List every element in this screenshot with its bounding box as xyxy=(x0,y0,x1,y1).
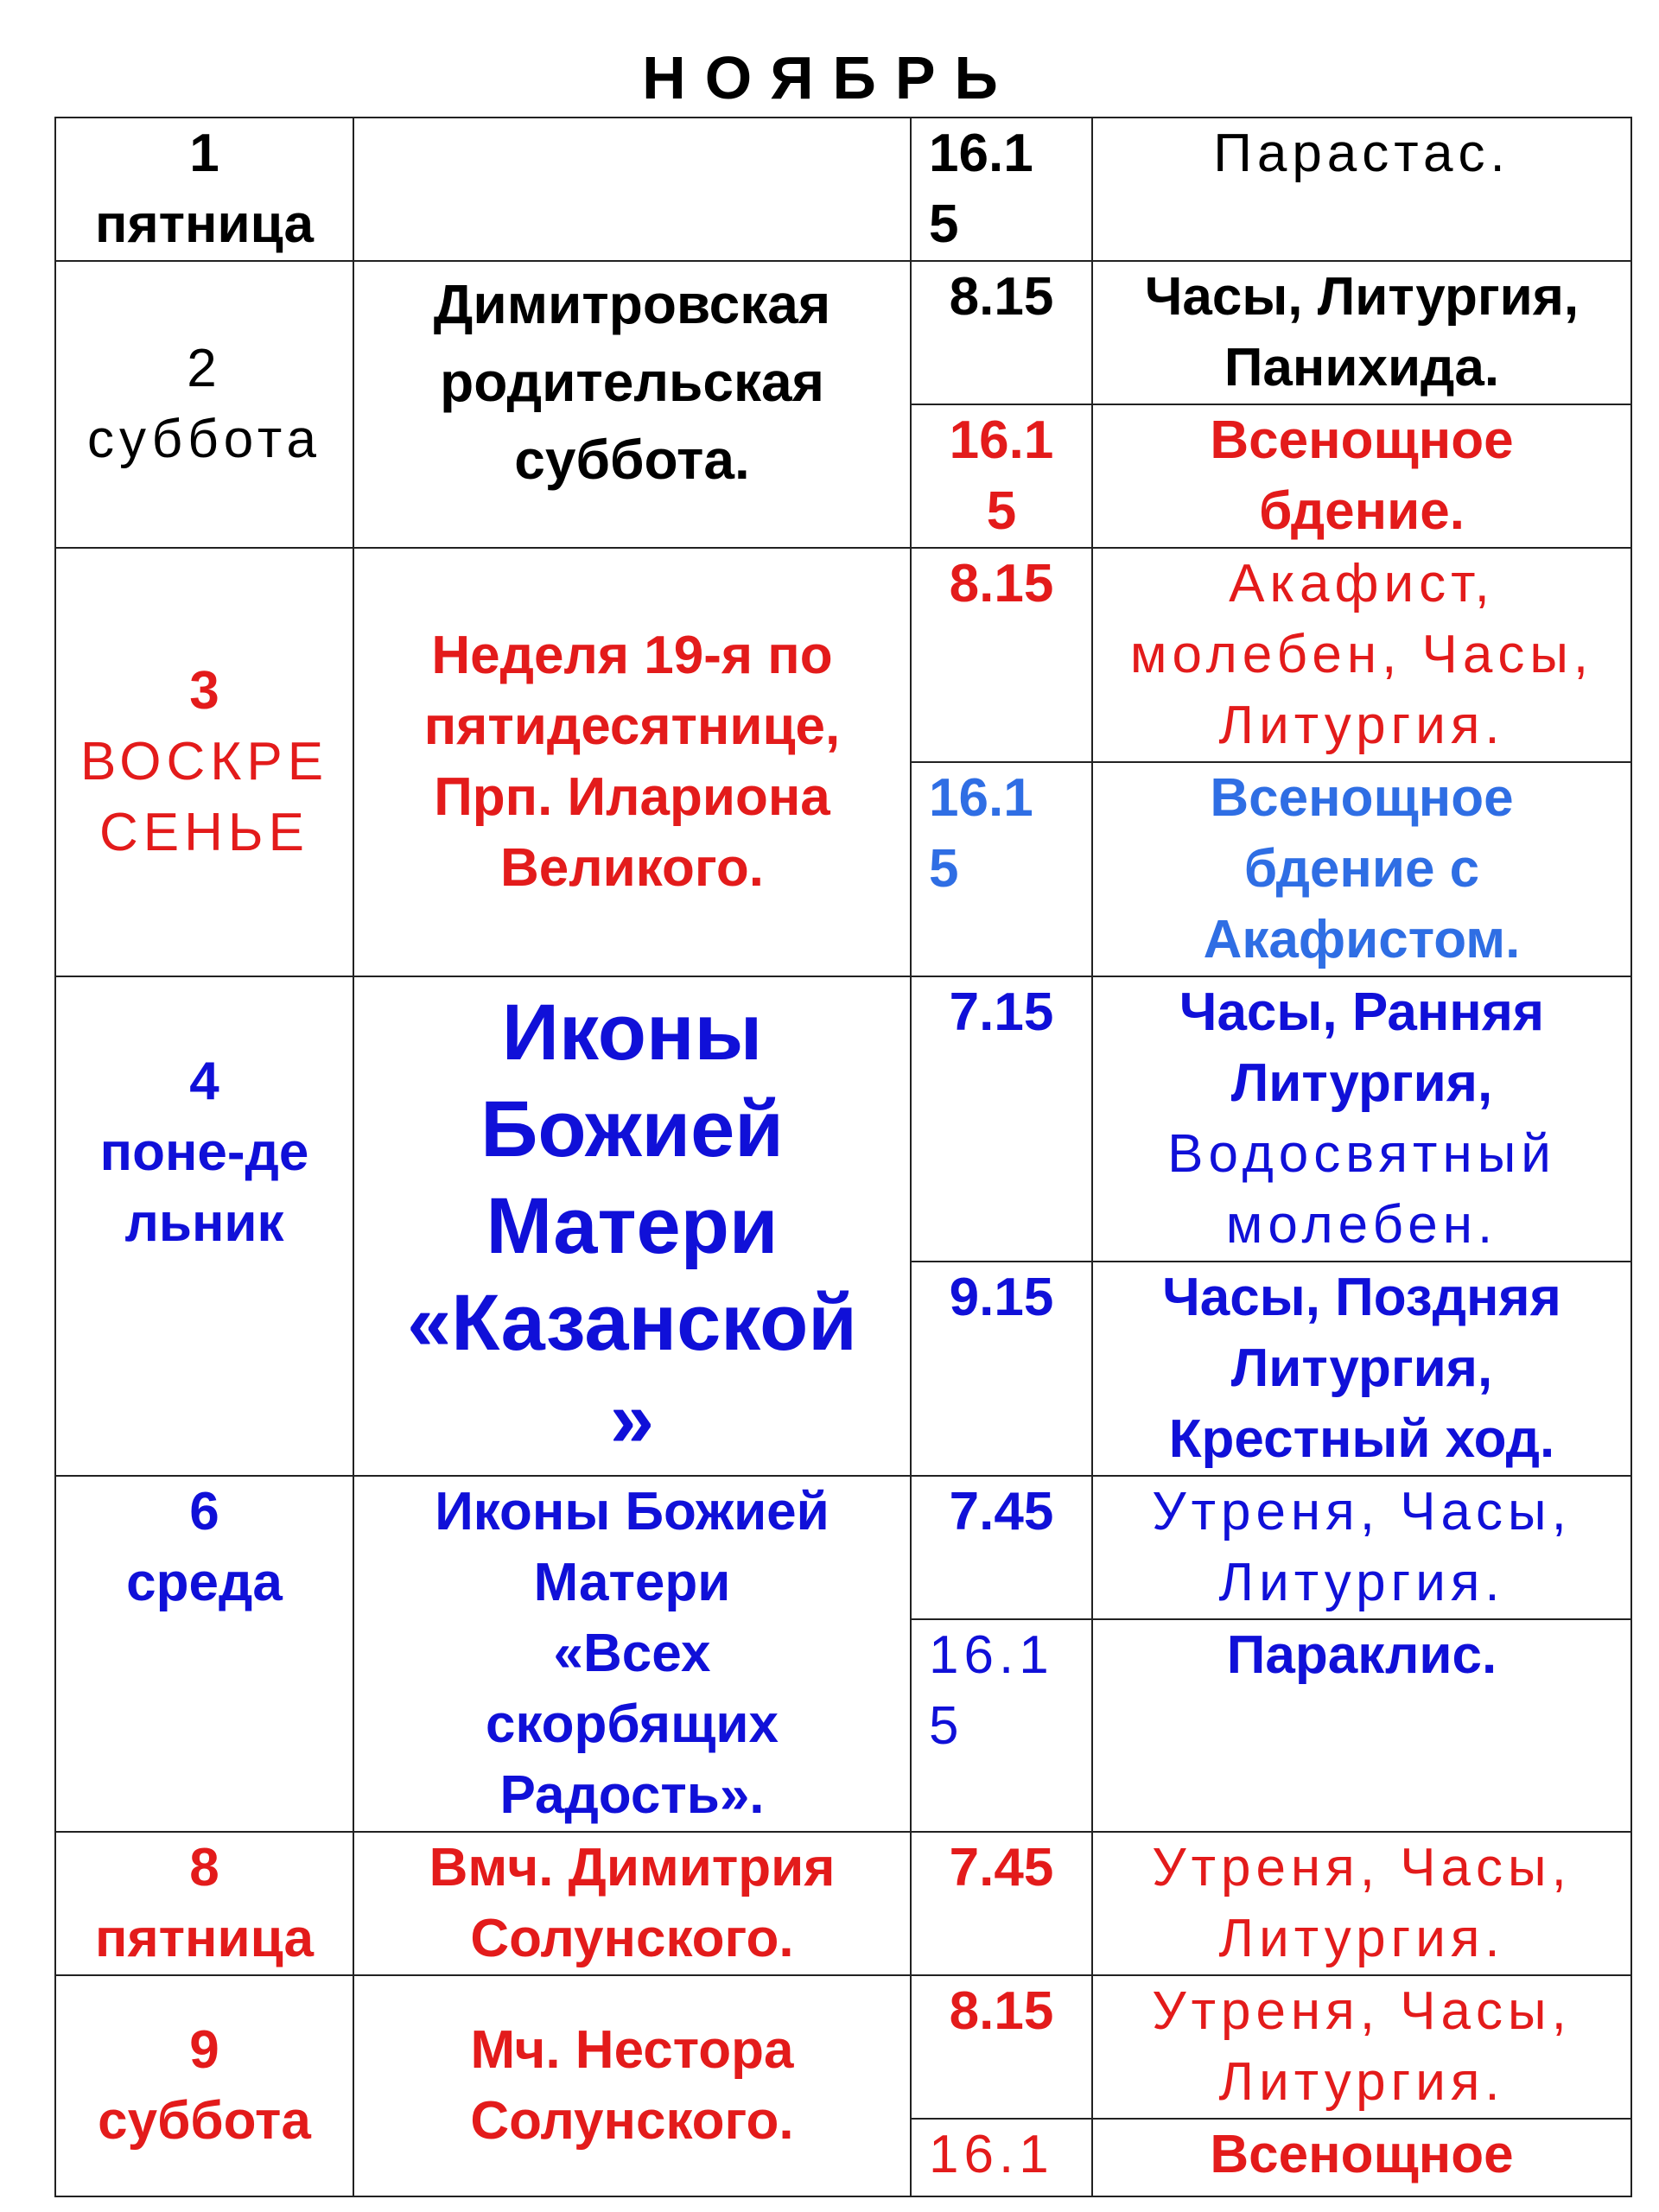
event-cell xyxy=(353,1975,911,2196)
service-cell xyxy=(1092,1476,1631,1619)
page-title: НОЯБРЬ xyxy=(642,44,1017,111)
weekday: суббота xyxy=(86,410,322,469)
service-line: молебен, Часы, xyxy=(1129,625,1594,684)
event-line: Прп. Илариона xyxy=(434,767,830,827)
day-cell xyxy=(55,1975,353,2196)
event-line: Солунского. xyxy=(470,1909,794,1968)
day-cell xyxy=(55,261,353,548)
day-number: 4 xyxy=(189,1052,219,1111)
day-number: 6 xyxy=(189,1482,219,1541)
service-line: Панихида. xyxy=(1224,338,1500,397)
weekday: суббота xyxy=(98,2091,311,2151)
service-line: Всенощное xyxy=(1210,410,1514,470)
service-cell xyxy=(1092,404,1631,548)
service-line: Утреня, Часы, xyxy=(1152,1838,1572,1897)
service-line: Всенощное xyxy=(1210,2125,1514,2184)
service-cell xyxy=(1092,1832,1631,1975)
service-line: Литургия, xyxy=(1230,1053,1493,1113)
event-line: Димитровская xyxy=(433,273,831,335)
time-cell xyxy=(911,1832,1092,1975)
service-line: Литургия. xyxy=(1218,696,1505,755)
day-cell xyxy=(55,118,353,261)
time-cell xyxy=(911,976,1092,1262)
time-part: 7.15 xyxy=(949,982,1054,1042)
service-cell xyxy=(1092,2119,1631,2196)
time-part: 16.1 xyxy=(949,410,1054,470)
time-cell xyxy=(911,1619,1092,1832)
day-cell xyxy=(55,976,353,1476)
time-part: 9.15 xyxy=(949,1268,1054,1327)
event-cell xyxy=(353,261,911,548)
event-cell xyxy=(353,976,911,1476)
service-line: молебен. xyxy=(1225,1195,1498,1255)
service-line: Параклис. xyxy=(1226,1625,1497,1685)
event-line: пятидесятнице, xyxy=(423,696,841,756)
time-part: 16.1 xyxy=(929,768,1033,828)
service-cell xyxy=(1092,1975,1631,2119)
event-cell xyxy=(353,118,911,261)
event-cell xyxy=(353,1832,911,1975)
day-number: 9 xyxy=(189,2020,219,2080)
event-line: родительская xyxy=(440,351,824,413)
time-part: 7.45 xyxy=(949,1482,1054,1541)
table-row xyxy=(55,976,1631,1262)
weekday: пятница xyxy=(95,1909,314,1968)
service-cell xyxy=(1092,118,1631,261)
day-cell xyxy=(55,1476,353,1832)
service-cell xyxy=(1092,548,1631,762)
event-line: Вмч. Димитрия xyxy=(429,1838,836,1897)
table-row xyxy=(55,1476,1631,1619)
weekday: СЕНЬЕ xyxy=(99,803,309,862)
service-line: Крестный ход. xyxy=(1168,1409,1555,1469)
service-line: Часы, Поздняя xyxy=(1162,1268,1561,1327)
service-line: Акафист, xyxy=(1229,554,1495,613)
event-line: Иконы xyxy=(501,988,763,1077)
service-line: Акафистом. xyxy=(1203,910,1521,969)
time-part: 5 xyxy=(929,194,959,254)
table-row xyxy=(55,118,1631,261)
event-line: «Всех xyxy=(553,1624,711,1683)
day-cell xyxy=(55,1832,353,1975)
table-row xyxy=(55,1832,1631,1975)
time-cell xyxy=(911,2119,1092,2196)
time-cell xyxy=(911,1262,1092,1476)
time-part: 16.1 xyxy=(929,2125,1054,2184)
service-cell xyxy=(1092,1262,1631,1476)
time-cell xyxy=(911,762,1092,976)
time-part: 5 xyxy=(929,1696,964,1756)
time-part: 16.1 xyxy=(929,124,1033,183)
service-cell xyxy=(1092,762,1631,976)
service-line: Утреня, Часы, xyxy=(1152,1981,1572,2041)
time-part: 16.1 xyxy=(929,1625,1054,1685)
event-line: Матери xyxy=(486,1182,779,1270)
service-cell xyxy=(1092,261,1631,404)
service-cell xyxy=(1092,976,1631,1262)
table-row xyxy=(55,1975,1631,2119)
event-line: Матери xyxy=(533,1553,731,1612)
day-number: 1 xyxy=(189,124,219,183)
event-cell xyxy=(353,548,911,976)
time-cell xyxy=(911,261,1092,404)
event-line: суббота. xyxy=(514,429,750,491)
service-line: Литургия. xyxy=(1218,1553,1505,1612)
service-line: Литургия. xyxy=(1218,2052,1505,2112)
table-row xyxy=(55,261,1631,404)
event-line: Радость». xyxy=(499,1765,765,1825)
service-line: Литургия. xyxy=(1218,1909,1505,1968)
time-cell xyxy=(911,1975,1092,2119)
service-line: Парастас. xyxy=(1213,124,1510,183)
weekday: пятница xyxy=(95,194,314,254)
event-line: Мч. Нестора xyxy=(470,2020,794,2080)
time-cell xyxy=(911,404,1092,548)
service-line: бдение с xyxy=(1243,839,1480,899)
day-number: 2 xyxy=(187,339,222,398)
time-cell xyxy=(911,118,1092,261)
weekday: льник xyxy=(124,1193,284,1253)
weekday: поне-де xyxy=(99,1122,309,1182)
service-line: Всенощное xyxy=(1210,768,1514,828)
day-cell xyxy=(55,548,353,976)
event-line: Солунского. xyxy=(470,2091,794,2151)
weekday: ВОСКРЕ xyxy=(79,732,329,791)
weekday: среда xyxy=(126,1553,283,1612)
time-part: 5 xyxy=(986,481,1017,541)
time-part: 8.15 xyxy=(949,267,1054,327)
event-line: Великого. xyxy=(500,838,764,898)
day-number: 3 xyxy=(189,661,219,721)
event-line: » xyxy=(609,1376,655,1464)
event-line: скорбящих xyxy=(485,1694,779,1754)
schedule-table xyxy=(54,117,1632,2197)
service-line: Литургия, xyxy=(1230,1338,1493,1398)
time-cell xyxy=(911,1476,1092,1619)
time-cell xyxy=(911,548,1092,762)
service-line: бдение. xyxy=(1259,481,1465,541)
service-cell xyxy=(1092,1619,1631,1832)
time-part: 8.15 xyxy=(949,554,1054,613)
table-row xyxy=(55,548,1631,762)
service-line: Часы, Ранняя xyxy=(1179,982,1545,1042)
event-line: «Казанской xyxy=(407,1279,857,1367)
time-part: 7.45 xyxy=(949,1838,1054,1897)
event-cell xyxy=(353,1476,911,1832)
event-line: Неделя 19-я по xyxy=(431,626,833,685)
service-line: Часы, Литургия, xyxy=(1144,267,1580,327)
service-line: Утреня, Часы, xyxy=(1152,1482,1572,1541)
event-line: Иконы Божией xyxy=(435,1482,830,1541)
event-line: Божией xyxy=(480,1085,784,1173)
time-part: 5 xyxy=(929,839,959,899)
service-line: Водосвятный xyxy=(1167,1124,1556,1184)
day-number: 8 xyxy=(189,1838,219,1897)
time-part: 8.15 xyxy=(949,1981,1054,2041)
